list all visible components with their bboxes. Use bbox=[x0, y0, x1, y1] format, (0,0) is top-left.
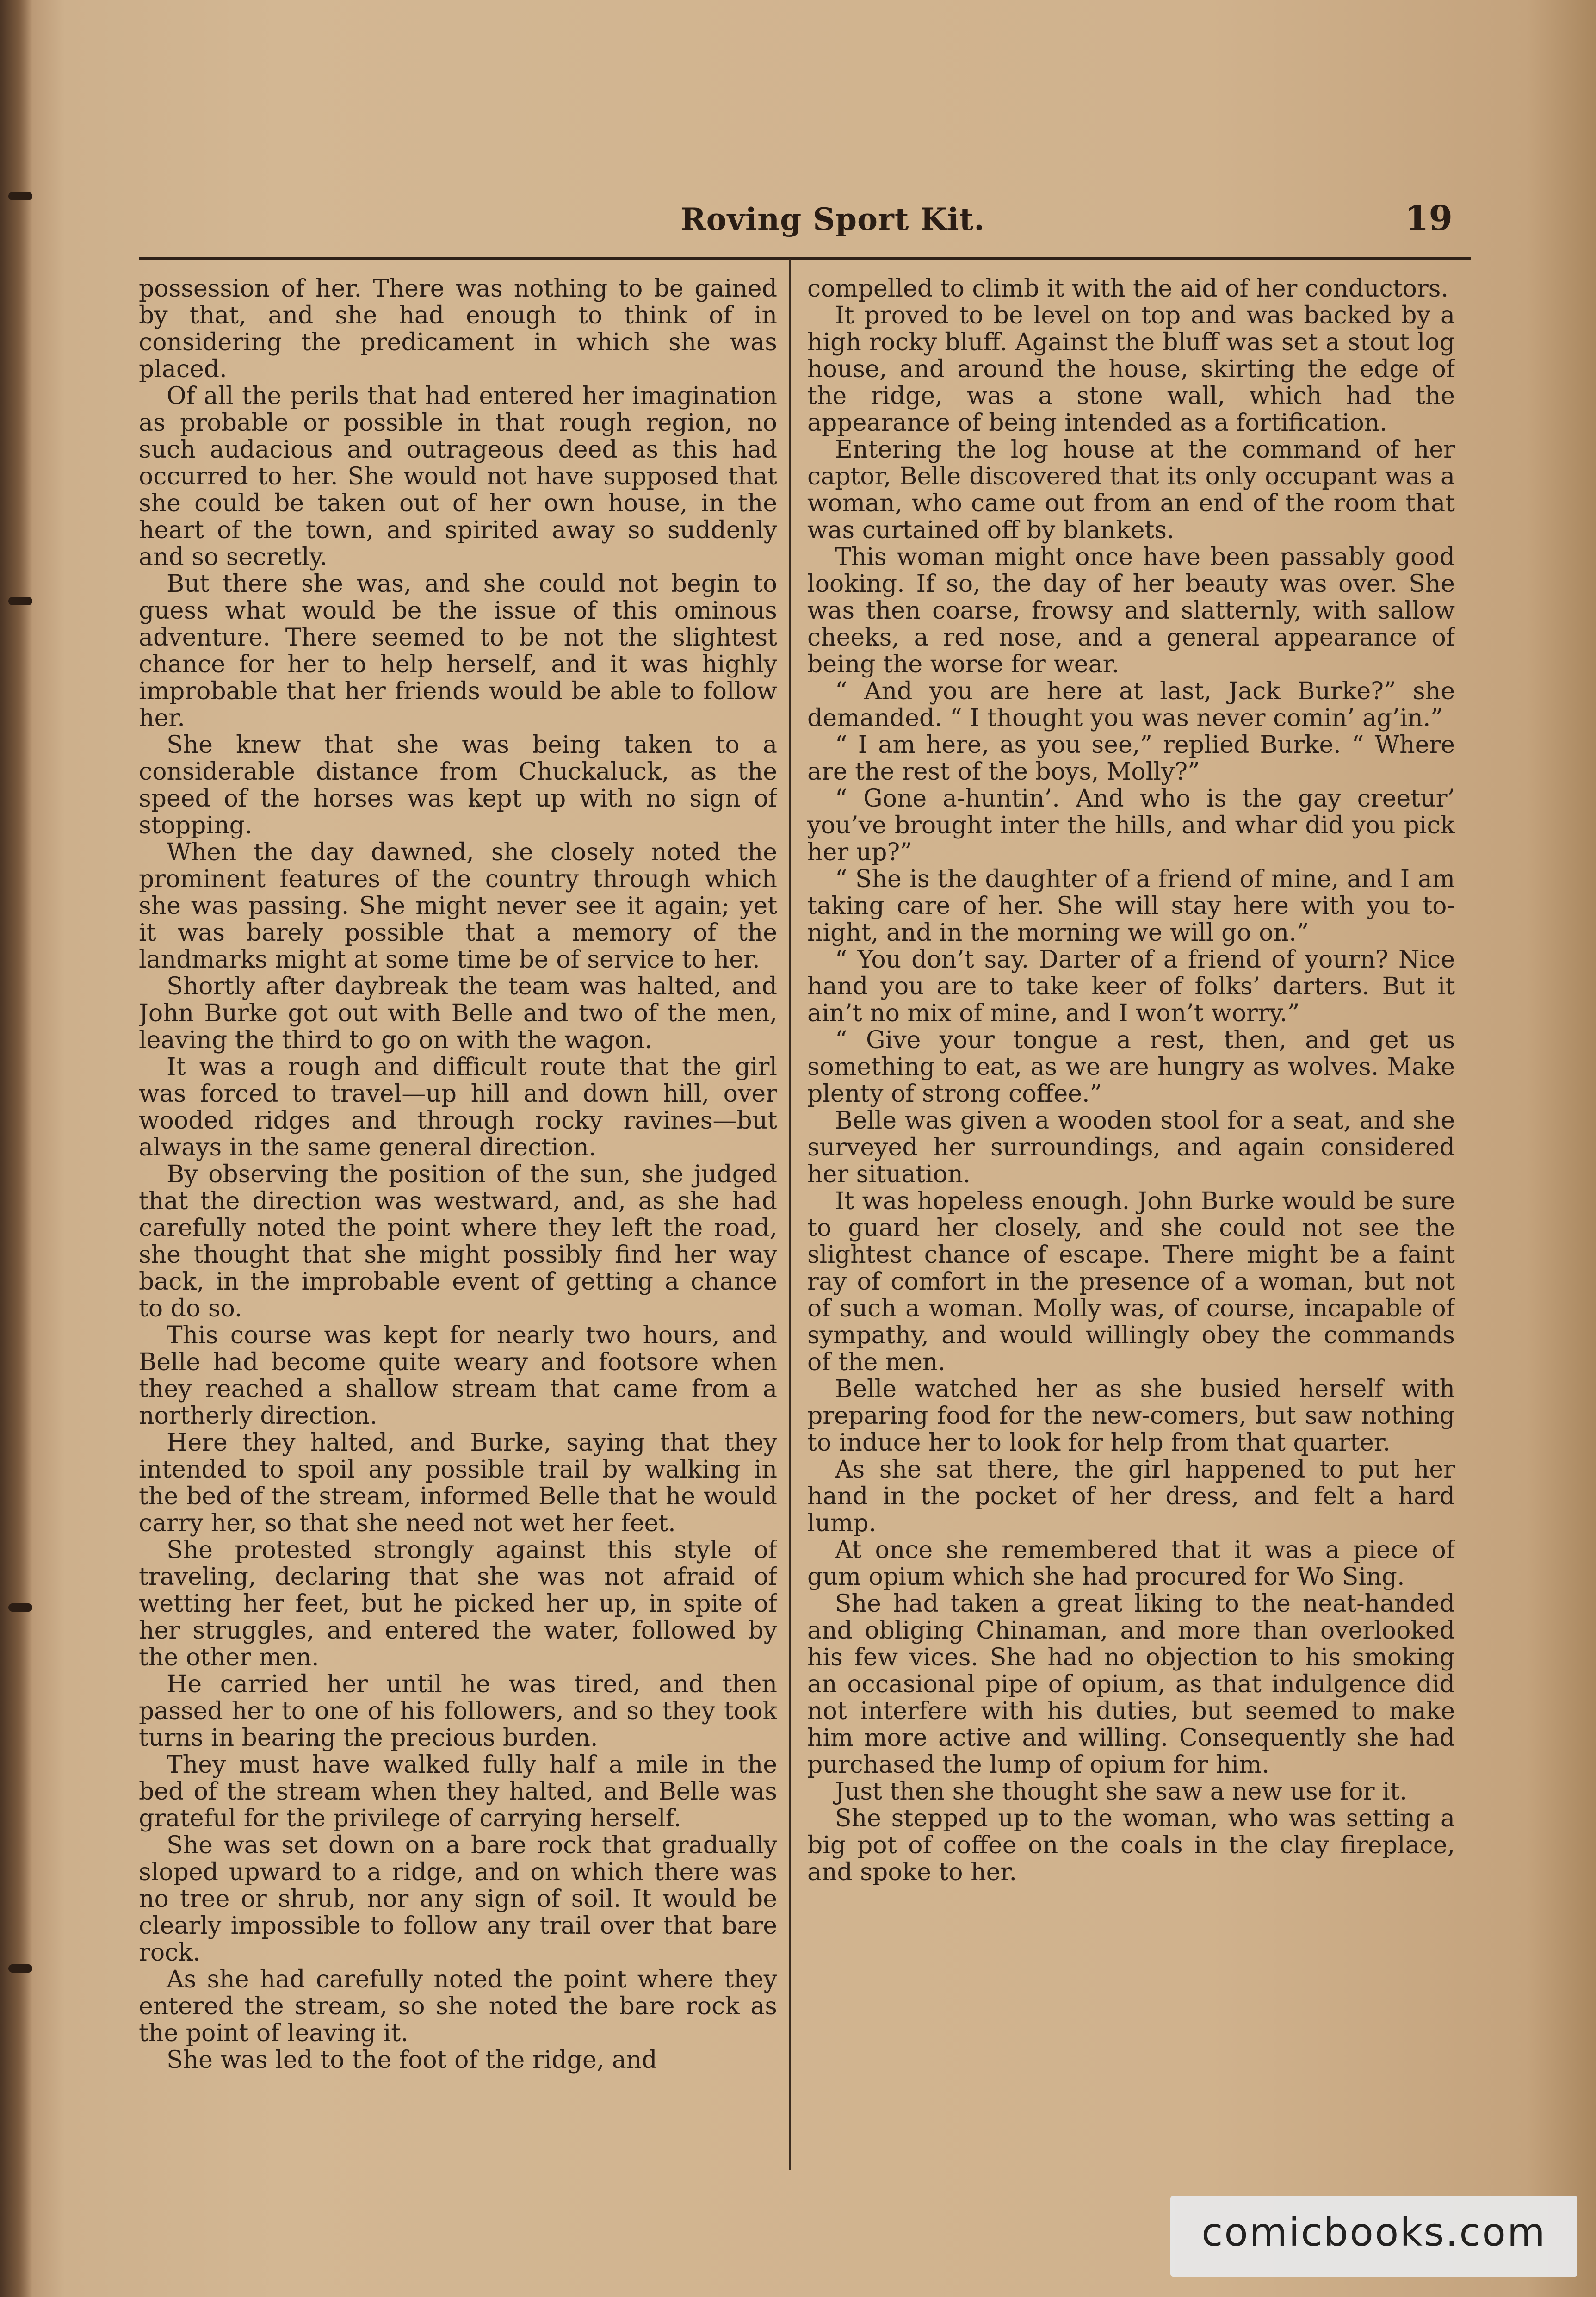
paragraph: It was hopeless enough. John Burke would be sure to guard her closely, and she could not see the slightest chance of escape. There might be a faint ray of comfort in the presence of a woman, but not of such a woman. Molly was, of course, incapable of sympathy, and would willingly obey the commands of the men. bbox=[807, 1187, 1455, 1376]
paragraph: “ Gone a-huntin’. And who is the gay creetur’ you’ve brought inter the hills, and whar did you pick her up?” bbox=[807, 785, 1455, 866]
paragraph: It proved to be level on top and was backed by a high rocky bluff. Against the bluff was set a stout log house, and around the house, skirting the edge of the ridge, was a stone wall, which had the appearance of being intended as a fortification. bbox=[807, 302, 1455, 437]
paragraph: Of all the perils that had entered her imagination as probable or possible in that rough region, no such audacious and outrageous deed as this had occurred to her. She would not have supposed that she could be taken out of her own house, in the heart of the town, and spirited away so suddenly and so secretly. bbox=[139, 382, 777, 571]
paragraph: But there she was, and she could not begin to guess what would be the issue of this ominous adventure. There seemed to be not the slightest chance for her to help herself, and it was highly improbable that her friends would be able to follow her. bbox=[139, 570, 777, 732]
running-title: Roving Sport Kit. bbox=[680, 201, 985, 237]
paragraph: Entering the log house at the command of her captor, Belle discovered that its only occupant was a woman, who came out from an end of the room that was curtained off by blankets. bbox=[807, 436, 1455, 544]
binding-stitch bbox=[8, 597, 32, 605]
header-rule bbox=[139, 257, 1471, 260]
paragraph: He carried her until he was tired, and then passed her to one of his followers, and so they took turns in bearing the precious burden. bbox=[139, 1670, 777, 1752]
paragraph: possession of her. There was nothing to be gained by that, and she had enough to think of in considering the predicament in which she was placed. bbox=[139, 275, 777, 383]
paragraph: This woman might once have been passably good looking. If so, the day of her beauty was over. She was then coarse, frowsy and slatternly, with sallow cheeks, a red nose, and a general appearance of being the worse for wear. bbox=[807, 543, 1455, 678]
paragraph: Here they halted, and Burke, saying that they intended to spoil any possible trail by walking in the bed of the stream, informed Belle that he would carry her, so that she need not wet her feet. bbox=[139, 1429, 777, 1537]
paragraph: She was set down on a bare rock that gradually sloped upward to a ridge, and on which there was no tree or shrub, nor any sign of soil. It would be clearly impossible to follow any trail over that bare rock. bbox=[139, 1831, 777, 1967]
column-divider bbox=[789, 259, 791, 2170]
paragraph: Belle watched her as she busied herself with preparing food for the new-comers, but saw nothing to induce her to look for help from that quarter. bbox=[807, 1375, 1455, 1457]
watermark-text: comicbooks.com bbox=[1201, 2210, 1547, 2255]
paragraph: As she had carefully noted the point where they entered the stream, so she noted the bare rock as the point of leaving it. bbox=[139, 1966, 777, 2047]
paragraph: At once she remembered that it was a piece of gum opium which she had procured for Wo Sing. bbox=[807, 1536, 1455, 1591]
paragraph: This course was kept for nearly two hours, and Belle had become quite weary and footsore when they reached a shallow stream that came from a northerly direction. bbox=[139, 1322, 777, 1430]
paragraph: They must have walked fully half a mile in the bed of the stream when they halted, and Belle was grateful for the privilege of carrying herself. bbox=[139, 1751, 777, 1832]
paragraph: As she sat there, the girl happened to put her hand in the pocket of her dress, and felt a hard lump. bbox=[807, 1456, 1455, 1537]
paragraph: “ She is the daughter of a friend of mine, and I am taking care of her. She will stay here with you to-night, and in the morning we will go on.” bbox=[807, 865, 1455, 947]
paragraph: Just then she thought she saw a new use for it. bbox=[835, 1778, 1408, 1806]
paragraph: When the day dawned, she closely noted the prominent features of the country through which she was passing. She might never see it again; yet it was barely possible that a memory of the landmarks might at some time be of service to her. bbox=[139, 838, 777, 974]
page-number: 19 bbox=[1405, 199, 1453, 238]
paragraph: She was led to the foot of the ridge, and bbox=[167, 2046, 657, 2074]
paragraph: “ And you are here at last, Jack Burke?” she demanded. “ I thought you was never comin’ ag’in.” bbox=[807, 677, 1455, 732]
left-text-column bbox=[139, 275, 777, 2219]
binding-stitch bbox=[8, 192, 32, 200]
right-text-column bbox=[807, 275, 1455, 2219]
paragraph: “ Give your tongue a rest, then, and get us something to eat, as we are hungry as wolves. Make plenty of strong coffee.” bbox=[807, 1026, 1455, 1108]
paragraph: By observing the position of the sun, she judged that the direction was westward, and, as she had carefully noted the point where they left the road, she thought that she might possibly find her way back, in the improbable event of getting a chance to do so. bbox=[139, 1161, 777, 1322]
paragraph: It was a rough and difficult route that the girl was forced to travel—up hill and down hill, over wooded ridges and through rocky ravines—but always in the same general direction. bbox=[139, 1053, 777, 1161]
page-header bbox=[139, 197, 1471, 248]
binding-stitch bbox=[8, 1964, 32, 1973]
paragraph: Shortly after daybreak the team was halted, and John Burke got out with Belle and two of the men, leaving the third to go on with the wagon. bbox=[139, 973, 777, 1054]
binding-spine bbox=[0, 0, 32, 2297]
paragraph: “ You don’t say. Darter of a friend of yourn? Nice hand you are to take keer of folks’ darters. But it ain’t no mix of mine, and I won’t worry.” bbox=[807, 946, 1455, 1027]
paragraph: She had taken a great liking to the neat-handed and obliging Chinaman, and more than overlooked his few vices. She had no objection to his smoking an occasional pipe of opium, as that indulgence did not interfere with his duties, but seemed to make him more active and willing. Consequently she had purchased the lump of opium for him. bbox=[807, 1590, 1455, 1779]
paragraph: compelled to climb it with the aid of her conductors. bbox=[807, 275, 1448, 303]
paragraph: She protested strongly against this style of traveling, declaring that she was not afraid of wetting her feet, but he picked her up, in spite of her struggles, and entered the water, followed by the other men. bbox=[139, 1536, 777, 1671]
paragraph: “ I am here, as you see,” replied Burke. “ Where are the rest of the boys, Molly?” bbox=[807, 731, 1455, 786]
site-watermark bbox=[1170, 2196, 1577, 2277]
paragraph: She stepped up to the woman, who was setting a big pot of coffee on the coals in the clay fireplace, and spoke to her. bbox=[807, 1805, 1455, 1886]
paragraph: Belle was given a wooden stool for a seat, and she surveyed her surroundings, and again considered her situation. bbox=[807, 1107, 1455, 1188]
paragraph: She knew that she was being taken to a considerable distance from Chuckaluck, as the speed of the horses was kept up with no sign of stopping. bbox=[139, 731, 777, 839]
binding-stitch bbox=[8, 1603, 32, 1612]
